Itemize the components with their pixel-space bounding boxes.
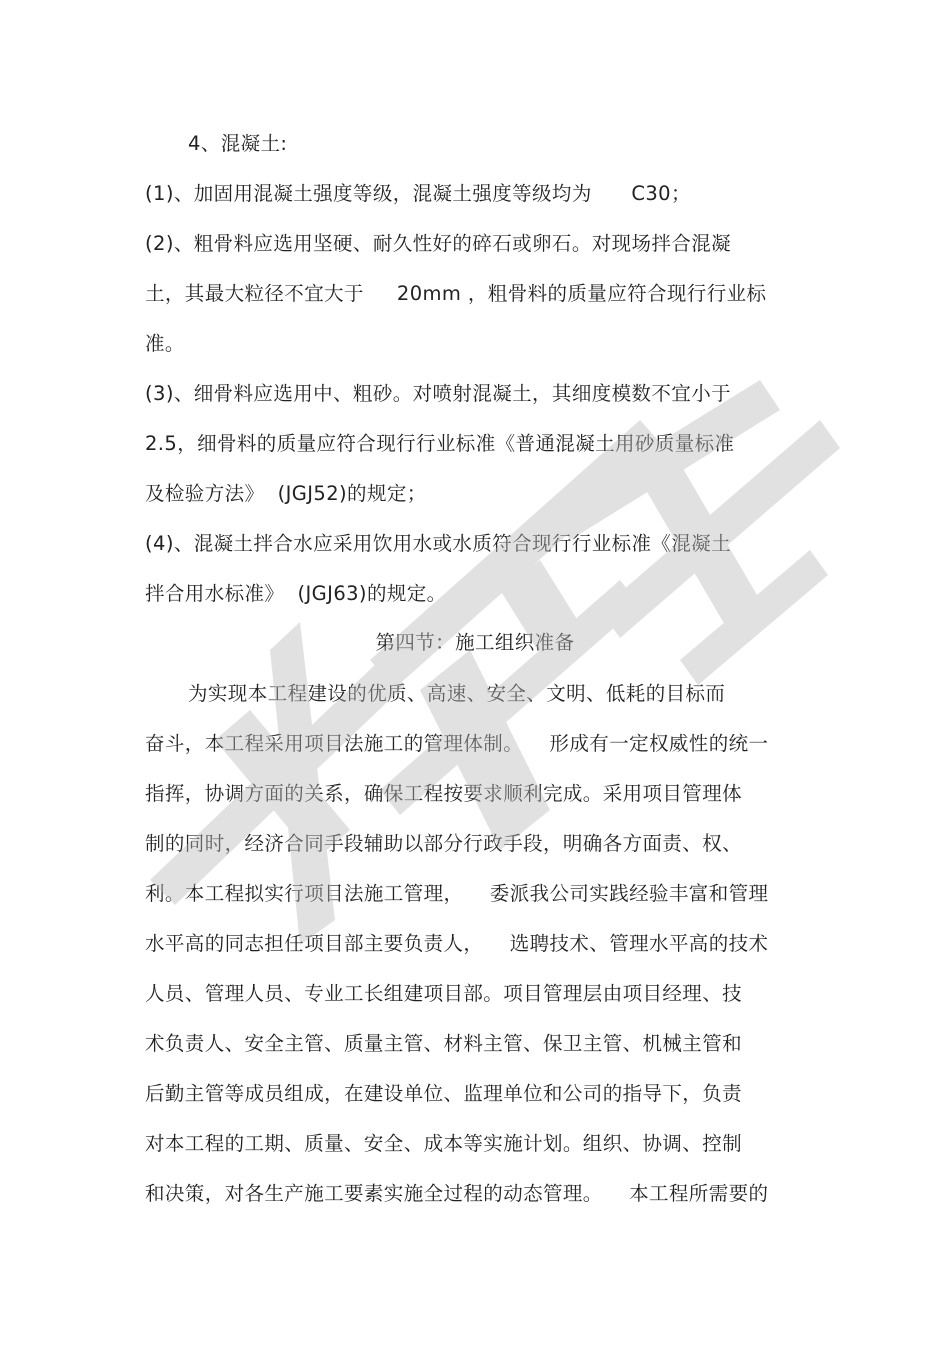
paragraph-line: 指挥，协调方面的关系，确保工程按要求顺利完成。采用项目管理体 xyxy=(145,782,743,805)
paragraph-line: 奋斗，本工程采用项目法施工的管理体制。 形成有一定权威性的统一 xyxy=(145,732,769,755)
section-heading-concrete: 4、混凝土: xyxy=(188,132,288,155)
paragraph-line: (1)、加固用混凝土强度等级，混凝土强度等级均为 C30； xyxy=(145,182,691,205)
paragraph-line: (3)、细骨料应选用中、粗砂。对喷射混凝土，其细度模数不宜小于 xyxy=(145,382,732,405)
paragraph-line: (4)、混凝土拌合水应采用饮用水或水质符合现行行业标准《混凝土 xyxy=(145,532,732,555)
paragraph-line: 土，其最大粒径不宜大于 20mm ，粗骨料的质量应符合现行行业标 xyxy=(145,282,767,305)
paragraph-line: 后勤主管等成员组成，在建设单位、监理单位和公司的指导下，负责 xyxy=(145,1082,743,1105)
paragraph-line: 及检验方法》 (JGJ52)的规定； xyxy=(145,482,427,505)
paragraph-line: 人员、管理人员、专业工长组建项目部。项目管理层由项目经理、技 xyxy=(145,982,743,1005)
paragraph-line: 拌合用水标准》 (JGJ63)的规定。 xyxy=(145,582,447,605)
section-title: 第四节：施工组织准备 xyxy=(375,631,575,654)
paragraph-line: 制的同时，经济合同手段辅助以部分行政手段，明确各方面责、权、 xyxy=(145,832,743,855)
paragraph-line: 为实现本工程建设的优质、高速、安全、文明、低耗的目标而 xyxy=(188,682,726,705)
paragraph-line: 准。 xyxy=(145,332,185,355)
paragraph-line: 术负责人、安全主管、质量主管、材料主管、保卫主管、机械主管和 xyxy=(145,1032,743,1055)
paragraph-line: (2)、粗骨料应选用坚硬、耐久性好的碎石或卵石。对现场拌合混凝 xyxy=(145,232,732,255)
paragraph-line: 利。本工程拟实行项目法施工管理， 委派我公司实践经验丰富和管理 xyxy=(145,882,769,905)
paragraph-line: 和决策，对各生产施工要素实施全过程的动态管理。 本工程所需要的 xyxy=(145,1182,769,1205)
paragraph-line: 水平高的同志担任项目部主要负责人， 选聘技术、管理水平高的技术 xyxy=(145,932,769,955)
paragraph-line: 2.5，细骨料的质量应符合现行行业标准《普通混凝土用砂质量标准 xyxy=(145,432,735,455)
paragraph-line: 对本工程的工期、质量、安全、成本等实施计划。组织、协调、控制 xyxy=(145,1132,743,1155)
